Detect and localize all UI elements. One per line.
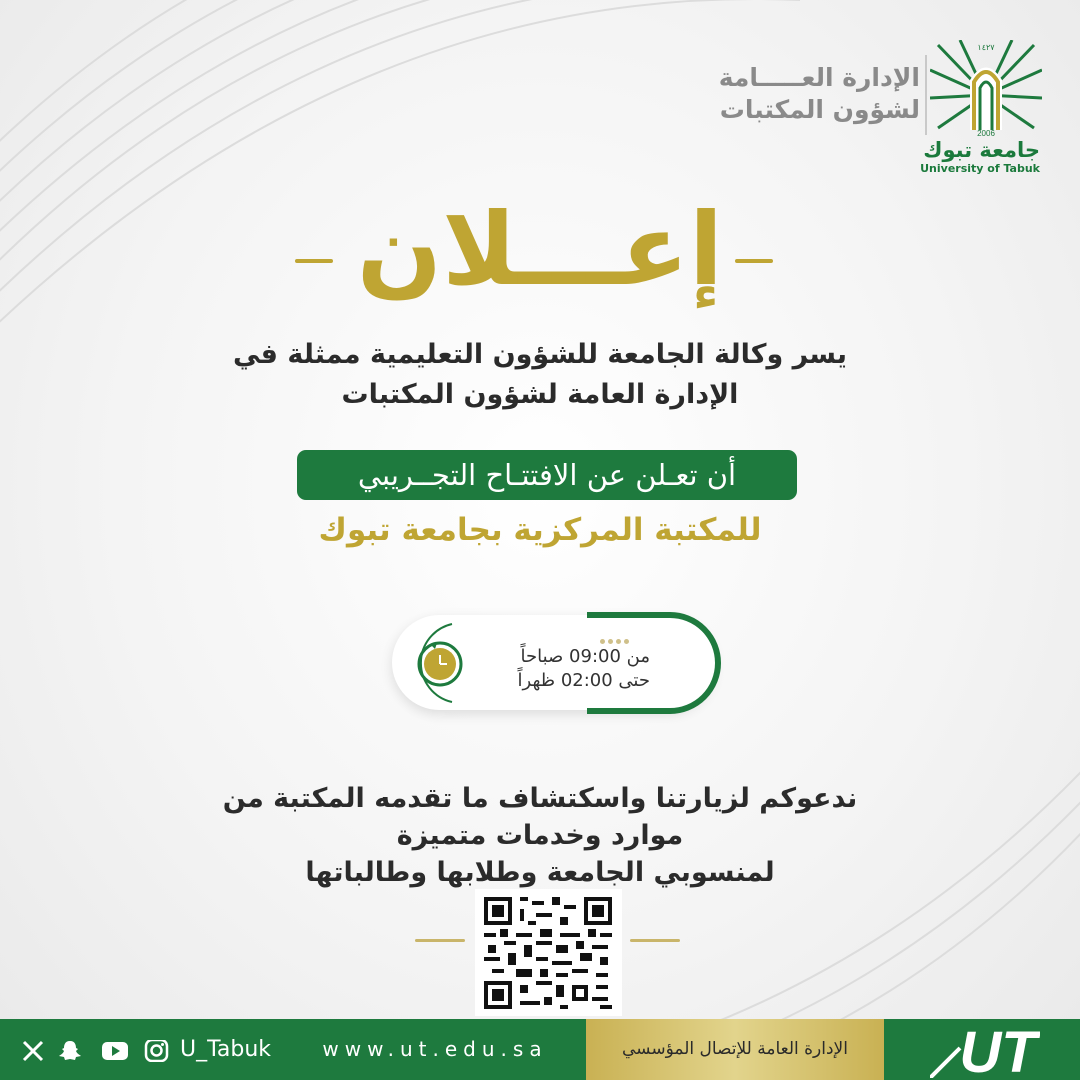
invitation-text: [160, 780, 920, 891]
university-name-en: University of Tabuk: [920, 162, 1040, 175]
department-line-1: الإدارة العـــــامة: [718, 63, 920, 92]
svg-text:١٤٢٧: ١٤٢٧: [977, 43, 995, 52]
university-name-ar: جامعة تبوك: [923, 138, 1040, 162]
qr-code-icon[interactable]: [484, 897, 612, 1009]
intro-line-1: يسر وكالة الجامعة للشؤون التعليمية ممثلة في: [232, 339, 848, 370]
hours-from: من 09:00 صباحاً: [520, 646, 650, 667]
department-line-2: لشؤون المكتبات: [719, 95, 920, 124]
social-handle[interactable]: U_Tabuk: [180, 1037, 272, 1062]
invite-line-3: لمنسوبي الجامعة وطلابها وطالباتها: [305, 857, 775, 888]
library-department-title: [620, 62, 920, 126]
footer-department: الإدارة العامة للإتصال المؤسسي: [622, 1039, 848, 1059]
hours-to: حتى 02:00 ظهراً: [517, 670, 650, 691]
clock-icon: [417, 641, 463, 687]
youtube-icon[interactable]: [102, 1040, 128, 1062]
intro-line-2: الإدارة العامة لشؤون المكتبات: [341, 379, 739, 410]
intro-text: [140, 335, 940, 415]
opening-hours-text: [480, 645, 650, 693]
svg-text:2006: 2006: [977, 129, 995, 138]
instagram-icon[interactable]: [143, 1040, 169, 1062]
invite-line-1: ندعوكم لزيارتنا واسكتشاف ما تقدمه المكتبة من: [222, 783, 858, 814]
university-emblem-icon: [930, 40, 1042, 140]
qr-left-line: [415, 939, 465, 942]
ut-logo-icon: [930, 1022, 1040, 1078]
svg-text:UT: UT: [959, 1022, 1037, 1078]
announcement-pill: أن تعـلن عن الافتتـاح التجــريبي: [297, 450, 797, 500]
header-divider: [925, 55, 927, 135]
x-icon[interactable]: [20, 1040, 46, 1062]
snapchat-icon[interactable]: [57, 1040, 83, 1062]
page-title: إعـــلان: [356, 191, 724, 308]
library-name: للمكتبة المركزية بجامعة تبوك: [318, 512, 762, 548]
website-link[interactable]: www.ut.edu.sa: [322, 1037, 548, 1061]
invite-line-2: موارد وخدمات متميزة: [396, 820, 684, 851]
qr-right-line: [630, 939, 680, 942]
